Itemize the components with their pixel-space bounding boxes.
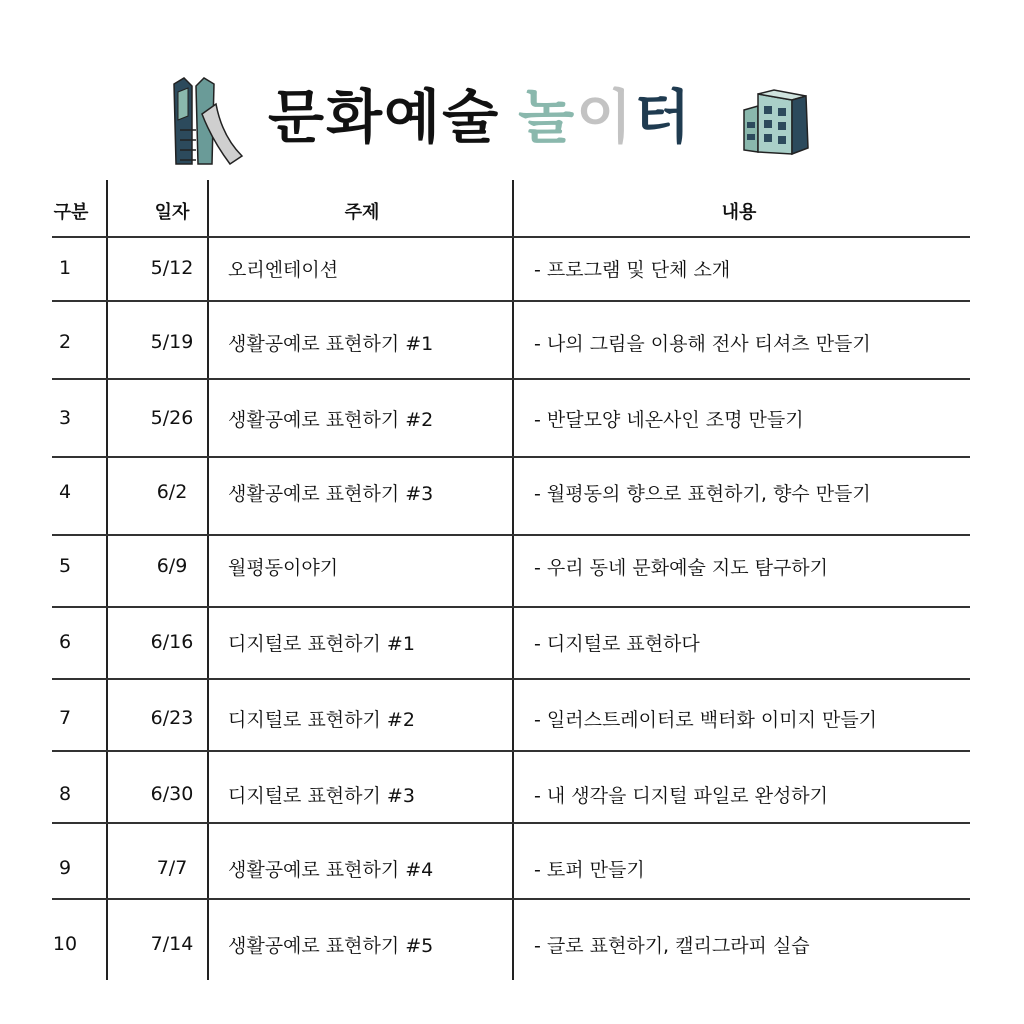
row-content: - 반달모양 네온사인 조명 만들기 <box>534 408 804 431</box>
row-divider <box>52 678 970 680</box>
slide-icon <box>170 76 246 168</box>
row-content: - 내 생각을 디지털 파일로 완성하기 <box>534 784 829 807</box>
row-divider <box>52 236 970 238</box>
row-content: - 토퍼 만들기 <box>534 858 645 881</box>
row-divider <box>52 456 970 458</box>
row-divider <box>52 378 970 380</box>
row-num: 8 <box>58 783 72 805</box>
row-topic: 생활공예로 표현하기 #1 <box>228 332 434 355</box>
header-num: 구분 <box>53 202 89 223</box>
schedule-table <box>52 180 970 980</box>
row-topic: 디지털로 표현하기 #2 <box>228 708 415 731</box>
header-content: 내용 <box>721 202 757 223</box>
row-topic: 월평동이야기 <box>228 556 339 579</box>
row-divider <box>52 606 970 608</box>
row-divider <box>52 898 970 900</box>
row-content: - 우리 동네 문화예술 지도 탐구하기 <box>534 556 829 579</box>
row-date: 7/14 <box>150 933 194 955</box>
row-topic: 생활공예로 표현하기 #4 <box>228 858 434 881</box>
row-date: 5/12 <box>150 257 194 279</box>
row-num: 9 <box>58 857 72 879</box>
row-content: - 나의 그림을 이용해 전사 티셔츠 만들기 <box>534 332 871 355</box>
title-part-3: 이 <box>576 83 635 151</box>
page-title <box>268 70 692 154</box>
row-content: - 글로 표현하기, 캘리그라피 실습 <box>534 934 810 957</box>
row-num: 1 <box>58 257 72 279</box>
row-date: 5/19 <box>150 331 194 353</box>
row-num: 2 <box>58 331 72 353</box>
header-topic: 주제 <box>344 202 380 223</box>
row-date: 6/9 <box>156 555 188 577</box>
row-divider <box>52 534 970 536</box>
title-part-2: 놀 <box>518 83 577 151</box>
title-part-1: 문화예술 <box>268 83 501 151</box>
row-date: 6/30 <box>150 783 194 805</box>
header <box>0 62 1024 162</box>
row-topic: 디지털로 표현하기 #1 <box>228 632 415 655</box>
row-date: 7/7 <box>156 857 188 879</box>
row-topic: 생활공예로 표현하기 #2 <box>228 408 434 431</box>
row-divider <box>52 300 970 302</box>
row-content: - 프로그램 및 단체 소개 <box>534 258 731 281</box>
row-divider <box>52 750 970 752</box>
row-num: 7 <box>58 707 72 729</box>
row-date: 5/26 <box>150 407 194 429</box>
row-num: 3 <box>58 407 72 429</box>
building-icon <box>740 88 814 158</box>
row-num: 6 <box>58 631 72 653</box>
row-divider <box>52 822 970 824</box>
row-topic: 오리엔테이션 <box>228 258 339 281</box>
row-content: - 일러스트레이터로 백터화 이미지 만들기 <box>534 708 878 731</box>
row-content: - 디지털로 표현하다 <box>534 632 700 655</box>
row-num: 10 <box>52 933 78 955</box>
row-date: 6/16 <box>150 631 194 653</box>
row-content: - 월평동의 향으로 표현하기, 향수 만들기 <box>534 482 871 505</box>
header-date: 일자 <box>154 202 190 223</box>
row-topic: 생활공예로 표현하기 #5 <box>228 934 434 957</box>
row-topic: 생활공예로 표현하기 #3 <box>228 482 434 505</box>
row-num: 4 <box>58 481 72 503</box>
row-date: 6/2 <box>156 481 188 503</box>
row-topic: 디지털로 표현하기 #3 <box>228 784 415 807</box>
title-part-4: 터 <box>634 83 693 151</box>
row-num: 5 <box>58 555 72 577</box>
row-date: 6/23 <box>150 707 194 729</box>
